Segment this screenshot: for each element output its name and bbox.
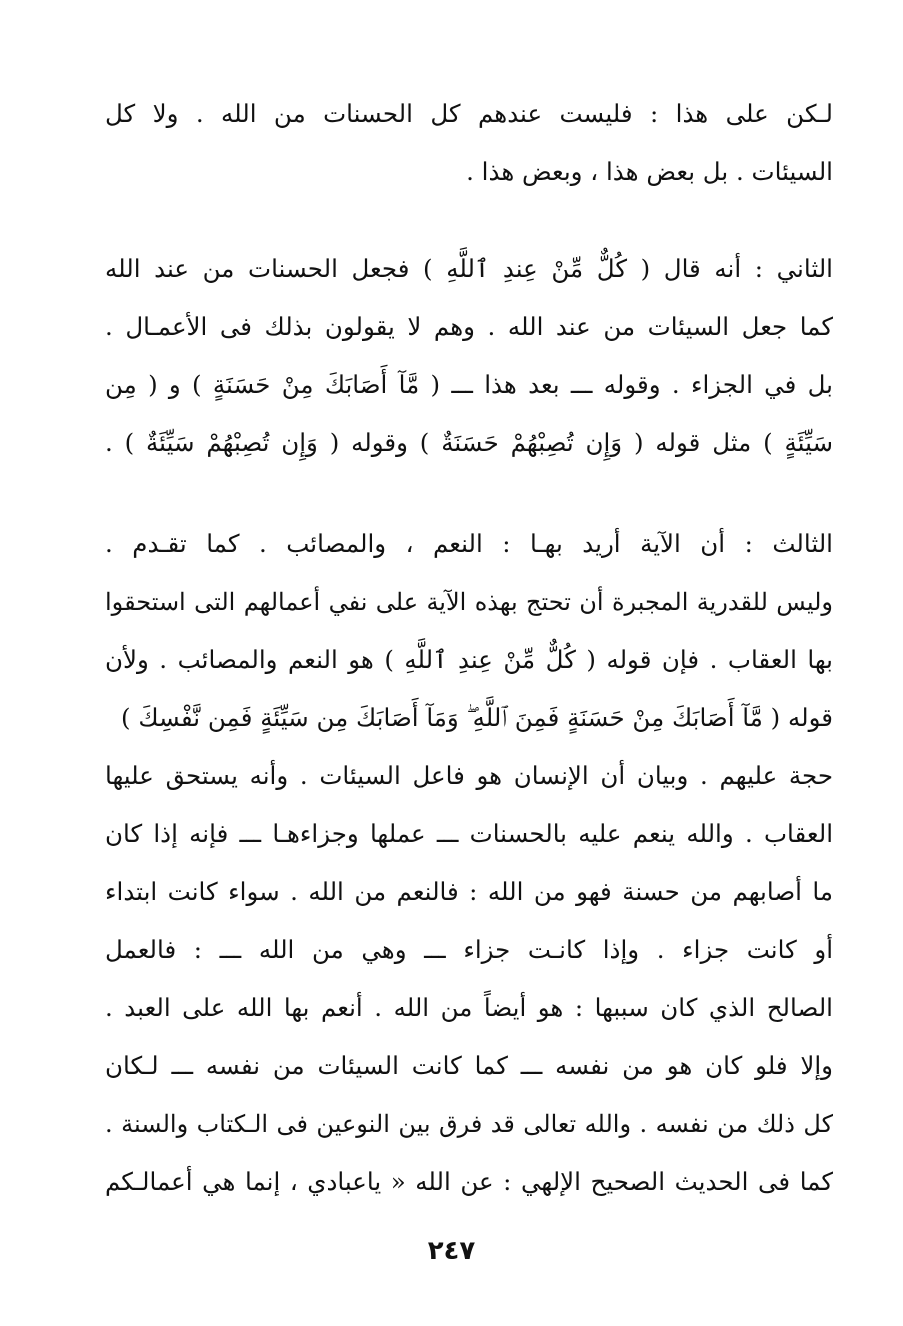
text-line: لـكن على هذا : فليست عندهم كل الحسنات من الله . ولا كل: [105, 99, 833, 128]
text-line: السيئات . بل بعض هذا ، وبعض هذا .: [466, 157, 833, 186]
text-line: الثاني : أنه قال ( كُلٌّ مِّنْ عِندِ ٱللَّهِ ) فجعل الحسنات من عند الله: [105, 254, 833, 283]
text-line: بل في الجزاء . وقوله ـــ بعد هذا ـــ ( مَّآ أَصَابَكَ مِنْ حَسَنَةٍ ) و ( مِن: [105, 370, 833, 399]
text-line: كما جعل السيئات من عند الله . وهم لا يقولون بذلك فى الأعمـال .: [105, 312, 833, 341]
text-line: الصالح الذي كان سببها : هو أيضاً من الله . أنعم بها الله على العبد .: [105, 993, 833, 1022]
text-line: ما أصابهم من حسنة فهو من الله : فالنعم من الله . سواء كانت ابتداء: [105, 877, 833, 906]
paragraph-1: [105, 85, 833, 201]
text-line: كما فى الحديث الصحيح الإلهي : عن الله « ياعبادي ، إنما هي أعمالـكم: [105, 1167, 833, 1196]
page-number: ٢٤٧: [427, 1236, 476, 1266]
text-line: الثالث : أن الآية أريد بهـا : النعم ، والمصائب . كما تقـدم .: [105, 529, 833, 558]
text-line: العقاب . والله ينعم عليه بالحسنات ـــ عملها وجزاءهـا ـــ فإنه إذا كان: [105, 819, 833, 848]
paragraph-3: [105, 515, 833, 1211]
text-line: وليس للقدرية المجبرة أن تحتج بهذه الآية على نفي أعمالهم التى استحقوا: [105, 588, 833, 616]
text-line: أو كانت جزاء . وإذا كانـت جزاء ـــ وهي من الله ـــ : فالعمل: [105, 935, 833, 964]
paragraph-2: [105, 240, 833, 472]
text-line: قوله ( مَّآ أَصَابَكَ مِنْ حَسَنَةٍ فَمِنَ ٱللَّهِ ۖ وَمَآ أَصَابَكَ مِن سَيِّئَةٍ فَمِن نَّفْسِكَ ): [121, 703, 833, 732]
text-line: سَيِّئَةٍ ) مثل قوله ( وَإِن تُصِبْهُمْ حَسَنَةٌ ) وقوله ( وَإِن تُصِبْهُمْ سَيِّئَةٌ ) .: [105, 428, 833, 457]
text-line: كل ذلك من نفسه . والله تعالى قد فرق بين النوعين فى الـكتاب والسنة .: [105, 1110, 833, 1138]
text-line: بها العقاب . فإن قوله ( كُلٌّ مِّنْ عِندِ ٱللَّهِ ) هو النعم والمصائب . ولأن: [105, 645, 833, 674]
text-line: وإلا فلو كان هو من نفسه ـــ كما كانت السيئات من نفسه ـــ لـكان: [105, 1051, 833, 1080]
text-line: حجة عليهم . وبيان أن الإنسان هو فاعل السيئات . وأنه يستحق عليها: [105, 761, 833, 790]
